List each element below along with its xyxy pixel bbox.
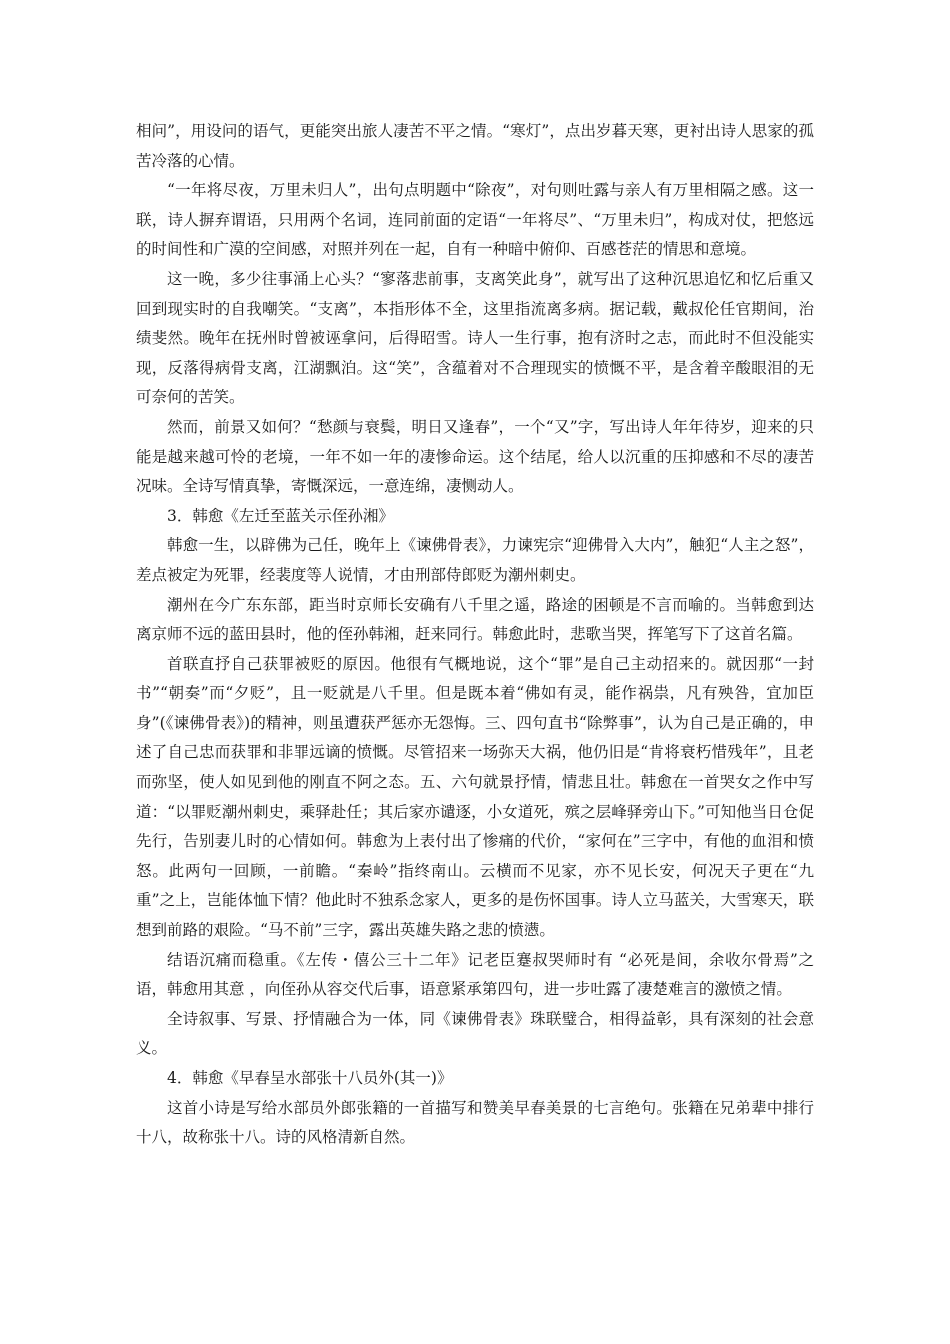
- paragraph: 结语沉痛而稳重。《左传・僖公三十二年》记老臣蹇叔哭师时有 “必死是间，余收尔骨焉”之语，韩愈用其意 ，向侄孙从容交代后事，语意紧承第四句，进一步吐露了凄楚难言的激愤之情。: [136, 950, 814, 999]
- paragraph: “一年将尽夜，万里未归人”，出句点明题中“除夜”，对句则吐露与亲人有万里相隔之感。这一联，诗人摒弃谓语，只用两个名词，连同前面的定语“一年将尽”、“万里未归”，构成对仗，把悠远的时间性和广漠的空间感，对照并列在一起，自有一种暗中俯仰、百感苍茫的情思和意境。: [136, 181, 814, 259]
- paragraph: 潮州在今广东东部，距当时京师长安确有八千里之遥，路途的困顿是不言而喻的。当韩愈到达离京师不远的蓝田县时，他的侄孙韩湘，赶来同行。韩愈此时，悲歌当哭，挥笔写下了这首名篇。: [136, 595, 814, 644]
- document-body: [136, 117, 814, 1153]
- paragraph: 韩愈一生，以辟佛为己任，晚年上《谏佛骨表》，力谏宪宗“迎佛骨入大内”，触犯“人主之怒”，差点被定为死罪，经裴度等人说情，才由刑部侍郎贬为潮州刺史。: [136, 536, 814, 584]
- section-heading: 3．韩愈《左迁至蓝关示侄孙湘》: [167, 506, 394, 525]
- paragraph-continuation: 相问”，用设问的语气，更能突出旅人凄苦不平之情。“寒灯”，点出岁暮天寒，更衬出诗人思家的孤苦冷落的心情。: [136, 122, 814, 170]
- paragraph: 这一晚，多少往事涌上心头？“寥落悲前事，支离笑此身”，就写出了这种沉思追忆和忆后重又回到现实时的自我嘲笑。“支离”，本指形体不全，这里指流离多病。据记载，戴叔伦任官期间，治绩斐然。晚年在抚州时曾被诬拿问，后得昭雪。诗人一生行事，抱有济时之志，而此时不但没能实现，反落得病骨支离，江湖飘泊。这“笑”，含蕴着对不合理现实的愤慨不平，是含着辛酸眼泪的无可奈何的苦笑。: [136, 269, 814, 407]
- paragraph: 首联直抒自己获罪被贬的原因。他很有气概地说，这个“罪”是自己主动招来的。就因那“一封书”“朝奏”而“夕贬”，且一贬就是八千里。但是既本着“佛如有灵，能作祸祟，凡有殃咎，宜加臣身”(《谏佛骨表》)的精神，则虽遭获严惩亦无怨悔。三、四句直书“除弊事”，认为自己是正确的，申述了自己忠而获罪和非罪远谪的愤慨。尽管招来一场弥天大祸，他仍旧是“肯将衰朽惜残年”，且老而弥坚，使人如见到他的刚直不阿之态。五、六句就景抒情，情悲且壮。韩愈在一首哭女之作中写道：“以罪贬潮州刺史，乘驿赴任；其后家亦谴逐，小女道死，殡之层峰驿旁山下。”可知他当日仓促先行，告别妻儿时的心情如何。韩愈为上表付出了惨痛的代价，“家何在”三字中，有他的血泪和愤怒。此两句一回顾，一前瞻。“秦岭”指终南山。云横而不见家，亦不见长安，何况天子更在“九重”之上，岂能体恤下情？他此时不独系念家人，更多的是伤怀国事。诗人立马蓝关，大雪寒天，联想到前路的艰险。“马不前”三字，露出英雄失路之悲的愤懑。: [136, 654, 814, 940]
- paragraph: 然而，前景又如何？“愁颜与衰鬓，明日又逢春”，一个“又”字，写出诗人年年待岁，迎来的只能是越来越可怜的老境，一年不如一年的凄惨命运。这个结尾，给人以沉重的压抑感和不尽的凄苦况味。全诗写情真挚，寄慨深远，一意连绵，凄恻动人。: [136, 417, 814, 496]
- section-heading: 4．韩愈《早春呈水部张十八员外(其一)》: [167, 1069, 453, 1087]
- paragraph: 全诗叙事、写景、抒情融合为一体，同《谏佛骨表》珠联璧合，相得益彰，具有深刻的社会意义。: [136, 1009, 814, 1058]
- paragraph: 这首小诗是写给水部员外郎张籍的一首描写和赞美早春美景的七言绝句。张籍在兄弟辈中排行十八，故称张十八。诗的风格清新自然。: [136, 1098, 814, 1147]
